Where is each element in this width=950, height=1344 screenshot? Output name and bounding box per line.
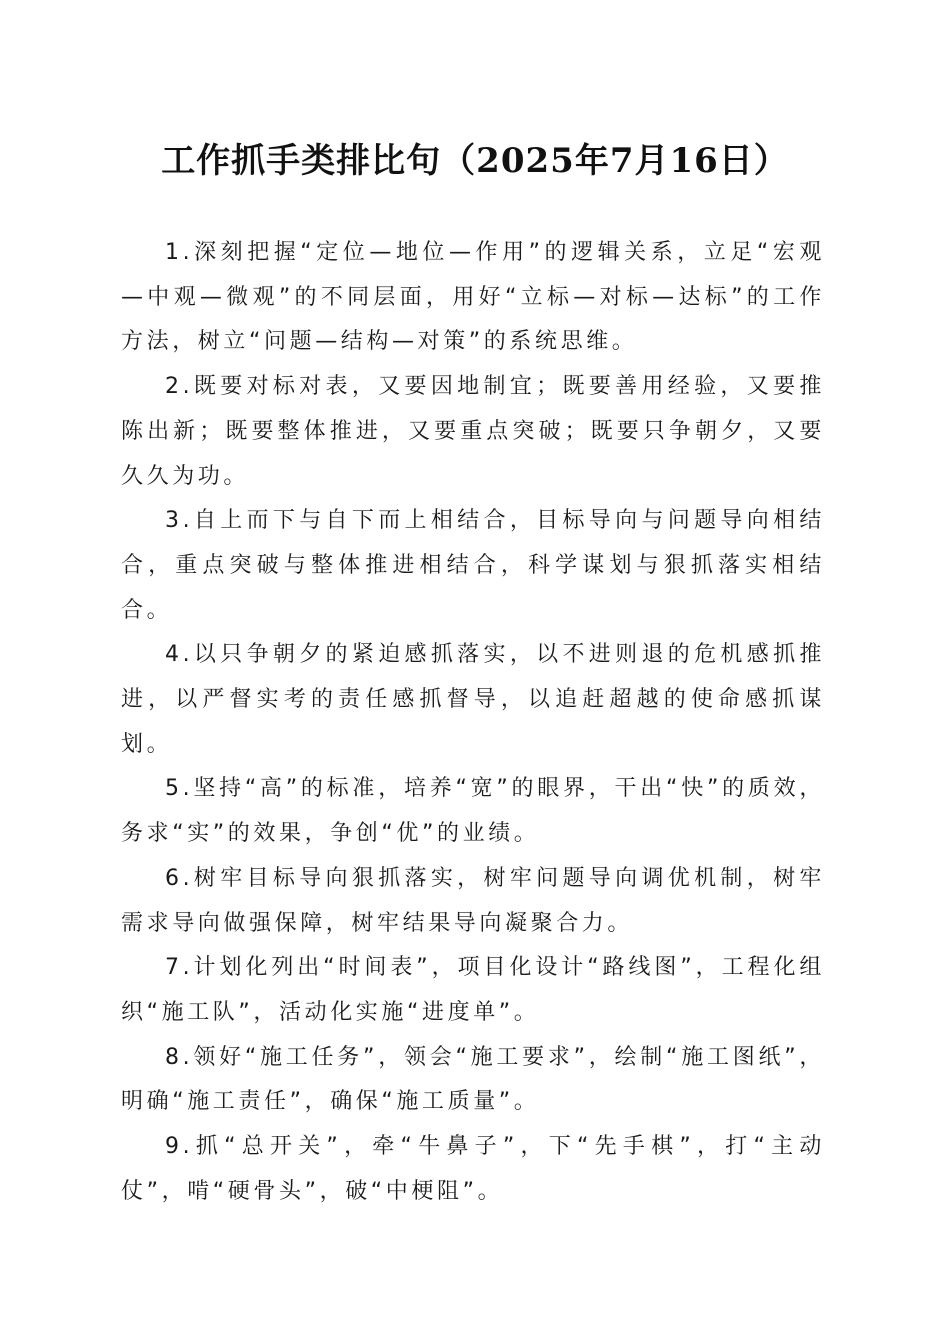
paragraph-3: 3.自上而下与自下而上相结合，目标导向与问题导向相结合，重点突破与整体推进相结合，科学谋划与狠抓落实相结合。 xyxy=(121,508,825,623)
document-title: 工作抓手类排比句（2025年7月16日） xyxy=(161,141,789,181)
paragraph-8: 8.领好“施工任务”，领会“施工要求”，绘制“施工图纸”，明确“施工责任”，确保“施工质量”。 xyxy=(121,1044,825,1115)
paragraph-2: 2.既要对标对表，又要因地制宜；既要善用经验，又要推陈出新；既要整体推进，又要重点突破；既要只争朝夕，又要久久为功。 xyxy=(121,374,825,489)
paragraph-1: 1.深刻把握“定位—地位—作用”的逻辑关系，立足“宏观—中观—微观”的不同层面，用好“立标—对标—达标”的工作方法，树立“问题—结构—对策”的系统思维。 xyxy=(121,240,825,355)
paragraph-5: 5.坚持“高”的标准，培养“宽”的眼界，干出“快”的质效，务求“实”的效果，争创“优”的业绩。 xyxy=(121,776,825,847)
paragraph-7: 7.计划化列出“时间表”，项目化设计“路线图”，工程化组织“施工队”，活动化实施“进度单”。 xyxy=(121,955,825,1025)
paragraph-4: 4.以只争朝夕的紧迫感抓落实，以不进则退的危机感抓推进，以严督实考的责任感抓督导，以追赶超越的使命感抓谋划。 xyxy=(121,642,825,757)
document-body xyxy=(121,231,825,1214)
paragraph-6: 6.树牢目标导向狠抓落实，树牢问题导向调优机制，树牢需求导向做强保障，树牢结果导向凝聚合力。 xyxy=(121,865,825,936)
paragraph-9: 9.抓“总开关”，牵“牛鼻子”，下“先手棋”，打“主动仗”，啃“硬骨头”，破“中梗阻”。 xyxy=(121,1134,825,1204)
